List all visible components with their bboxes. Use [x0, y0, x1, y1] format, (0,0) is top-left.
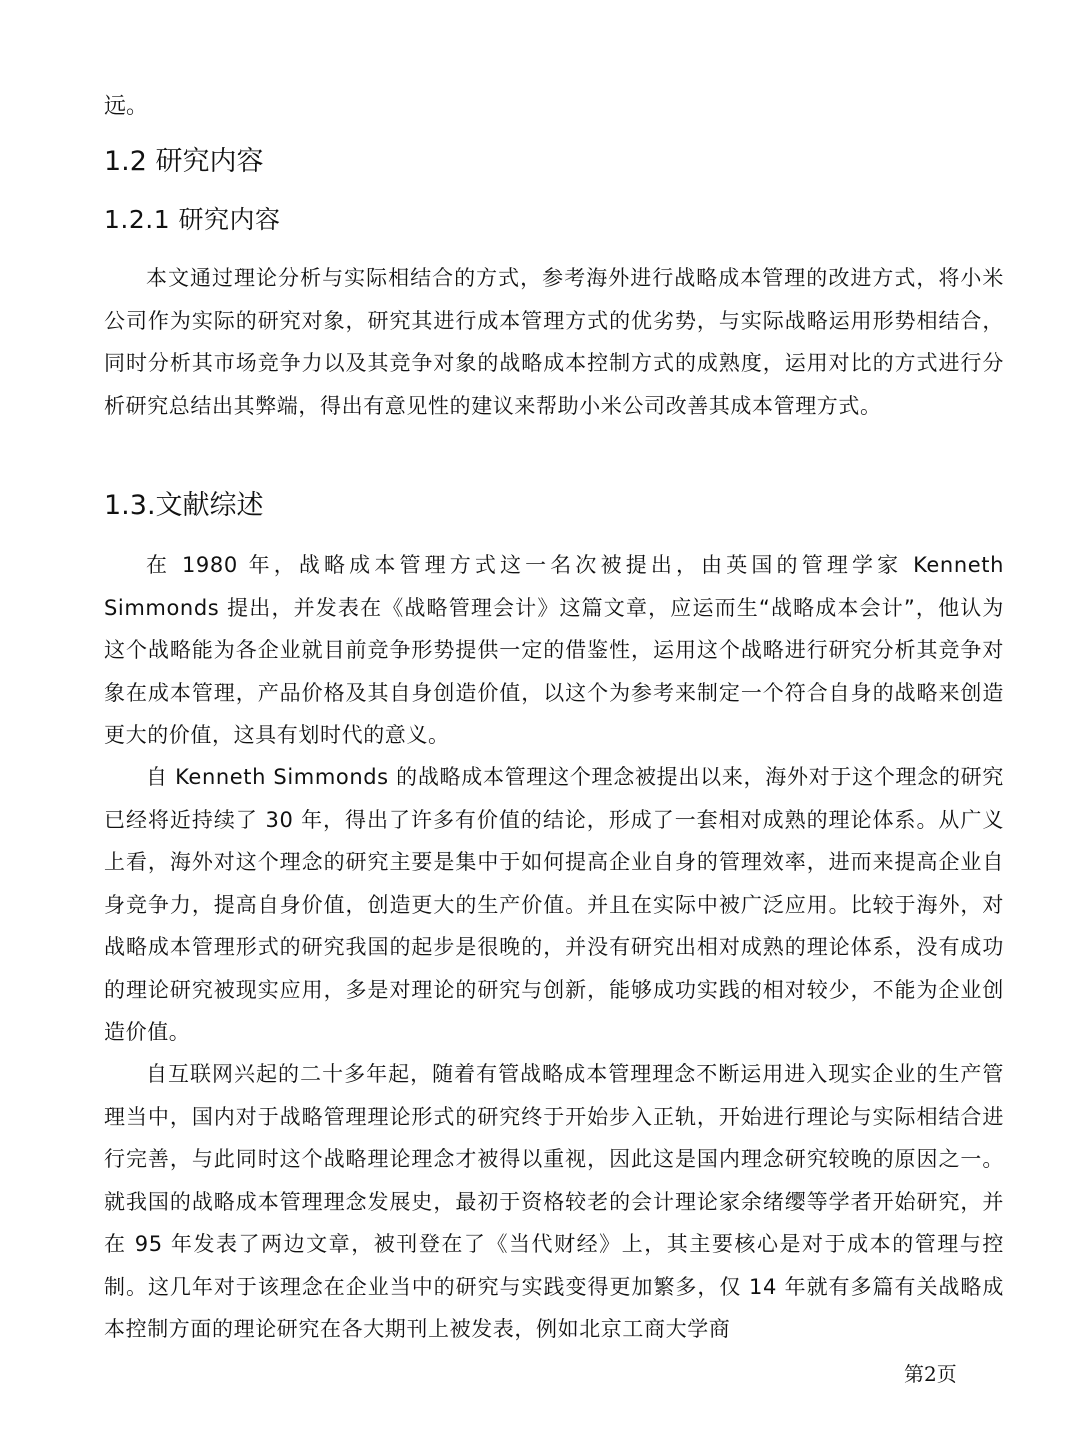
literature-paragraph-3: 自互联网兴起的二十多年起，随着有管战略成本管理理念不断运用进入现实企业的生产管理当中，国内对于战略管理理论形式的研究终于开始步入正轨，开始进行理论与实际相结合进行完善，与此同时这个战略理论理念才被得以重视，因此这是国内理念研究较晚的原因之一。就我国的战略成本管理理念发展史，最初于资格较老的会计理论家余绪缨等学者开始研究，并在 95 年发表了两边文章，被刊登在了《当代财经》上，其主要核心是对于成本的管理与控制。这几年对于该理念在企业当中的研究与实践变得更加繁多，仅 14 年就有多篇有关战略成本控制方面的理论研究在各大期刊上被发表，例如北京工商大学商 — [104, 1062, 1004, 1341]
section-heading-1-2: 1.2 研究内容 — [104, 146, 264, 177]
research-content-paragraph: 本文通过理论分析与实际相结合的方式，参考海外进行战略成本管理的改进方式，将小米公司作为实际的研究对象，研究其进行成本管理方式的优劣势，与实际战略运用形势相结合，同时分析其市场竞争力以及其竞争对象的战略成本控制方式的成熟度，运用对比的方式进行分析研究总结出其弊端，得出有意见性的建议来帮助小米公司改善其成本管理方式。 — [104, 266, 1004, 418]
literature-paragraph-1: 在 1980 年，战略成本管理方式这一名次被提出，由英国的管理学家 Kenneth Simmonds 提出，并发表在《战略管理会计》这篇文章，应运而生“战略成本会计”，他认为这个战略能为各企业就目前竞争形势提供一定的借鉴性，运用这个战略进行研究分析其竞争对象在成本管理，产品价格及其自身创造价值，以这个为参考来制定一个符合自身的战略来创造更大的价值，这具有划时代的意义。 — [104, 553, 1004, 747]
subsection-heading-1-2-1: 1.2.1 研究内容 — [104, 205, 281, 234]
section-heading-1-3: 1.3.文献综述 — [104, 490, 264, 521]
continued-text: 远。 — [104, 94, 149, 119]
literature-paragraph-2: 自 Kenneth Simmonds 的战略成本管理这个理念被提出以来，海外对于这个理念的研究已经将近持续了 30 年，得出了许多有价值的结论，形成了一套相对成熟的理论体系。从广义上看，海外对这个理念的研究主要是集中于如何提高企业自身的管理效率，进而来提高企业自身竞争力，提高自身价值，创造更大的生产价值。并且在实际中被广泛应用。比较于海外，对战略成本管理形式的研究我国的起步是很晚的，并没有研究出相对成熟的理论体系，没有成功的理论研究被现实应用，多是对理论的研究与创新，能够成功实践的相对较少，不能为企业创造价值。 — [104, 765, 1004, 1044]
page-number: 第2页 — [904, 1362, 957, 1386]
